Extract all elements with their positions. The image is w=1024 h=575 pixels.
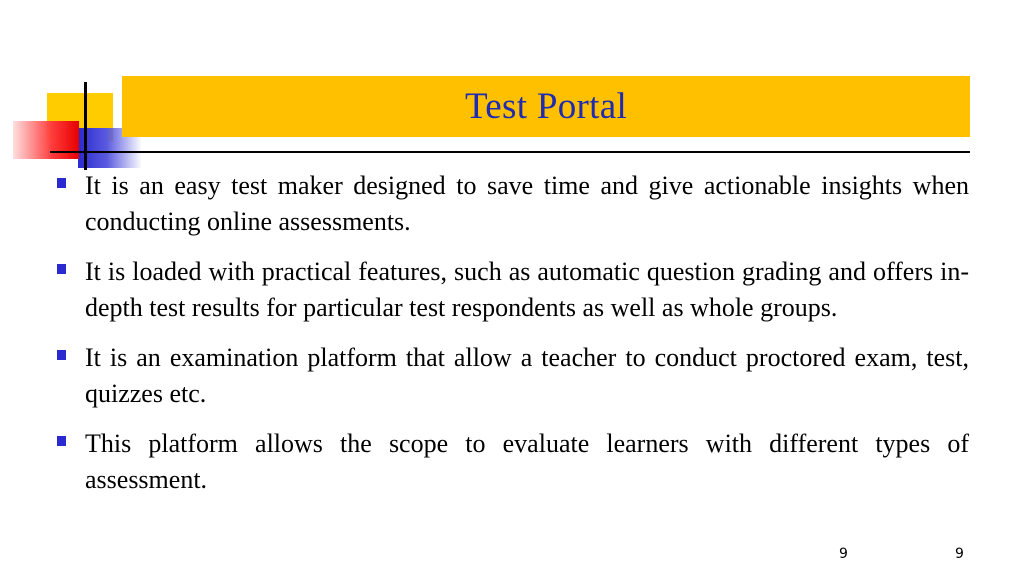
bullet-item	[54, 426, 969, 498]
decorative-horizontal-line	[50, 151, 970, 153]
square-bullet-icon	[57, 178, 66, 188]
decorative-vertical-line	[84, 82, 87, 170]
title-bar	[122, 76, 970, 137]
square-bullet-icon	[57, 264, 66, 274]
bullet-item	[54, 340, 969, 412]
bullet-item	[54, 168, 969, 240]
bullet-text: This platform allows the scope to evaluate learners with different types of assessment.	[85, 429, 969, 494]
page-number-right: 9	[955, 546, 964, 562]
bullet-text: It is loaded with practical features, such as automatic question grading and offers in-depth test results for particular test respondents as well as whole groups.	[85, 257, 969, 322]
bullet-item	[54, 254, 969, 326]
square-bullet-icon	[57, 350, 66, 360]
bullet-text: It is an easy test maker designed to save time and give actionable insights when conducting online assessments.	[85, 171, 969, 236]
page-number-left: 9	[839, 546, 848, 562]
bullet-text: It is an examination platform that allow a teacher to conduct proctored exam, test, quizzes etc.	[85, 343, 969, 408]
square-bullet-icon	[57, 436, 66, 446]
bullet-list	[54, 168, 969, 512]
decorative-red-block	[13, 121, 79, 159]
slide-title: Test Portal	[464, 86, 628, 127]
